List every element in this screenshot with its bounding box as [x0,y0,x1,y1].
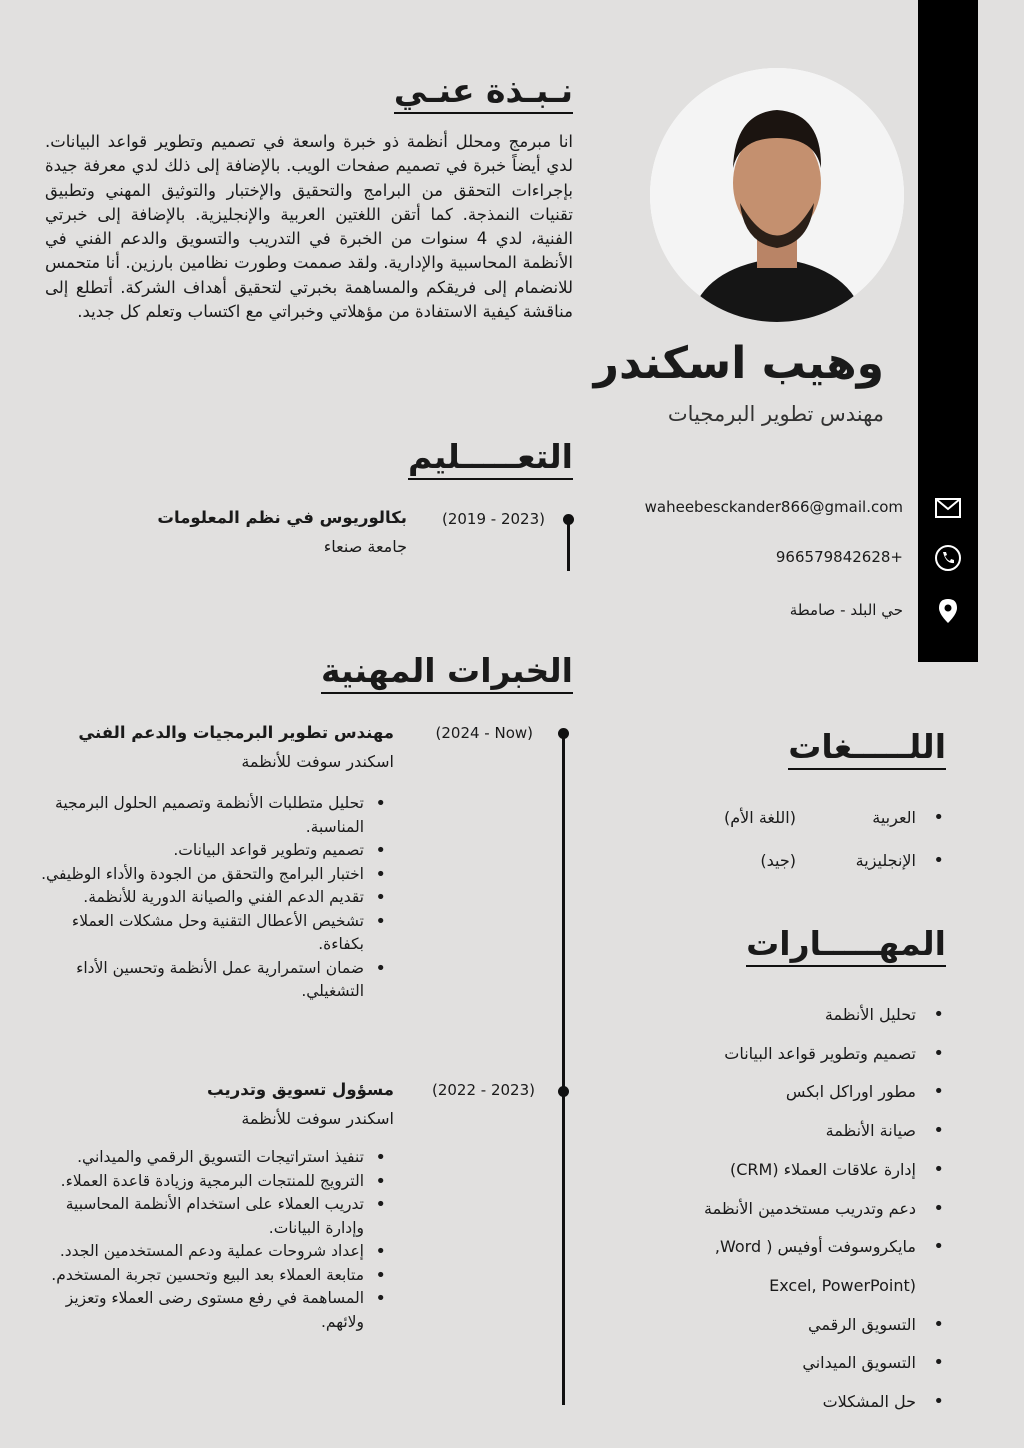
skill-item: • التسويق الرقمي [704,1306,946,1345]
skill-item: • مطور اوراكل ابكس [704,1073,946,1112]
bullet-item: • إعداد شروحات عملية ودعم المستخدمين الجدد. [34,1240,386,1264]
bullet-item: • اختبار البرامج والتحقق من الجودة والأداء الوظيفي. [34,863,386,887]
email-link[interactable]: waheebesckander866@gmail.com [644,498,903,516]
bullet-item: • تقديم الدعم الفني والصيانة الدورية للأنظمة. [34,886,386,910]
location-icon [932,595,964,627]
mail-icon [932,492,964,524]
education-school: جامعة صنعاء [323,537,407,556]
skills-heading: المهـــــارات [746,925,946,967]
experience-role: مهندس تطوير البرمجيات والدعم الفني [78,723,394,742]
address: حي البلد - صامطة [789,601,903,619]
experience-heading: الخبرات المهنية [321,652,573,694]
skills-list [704,996,946,1422]
experience-bullets [34,1146,386,1334]
bullet-item: • المساهمة في رفع مستوى رضى العملاء وتعزيز ولائهم. [34,1287,386,1334]
language-item [676,796,946,839]
timeline-dot [558,1086,569,1097]
timeline-line [562,733,565,1405]
timeline-dot [558,728,569,739]
phone-icon [932,542,964,574]
skill-item: • حل المشكلات [704,1383,946,1422]
skill-item: • مايكروسوفت أوفيس ( Word, [704,1228,946,1267]
experience-role: مسؤول تسويق وتدريب [207,1080,394,1099]
bullet-item: • تشخيص الأعطال التقنية وحل مشكلات العملاء بكفاءة. [34,910,386,957]
profile-name: وهيب اسكندر [593,338,884,389]
about-text: انا مبرمج ومحلل أنظمة ذو خبرة واسعة في تصميم وتطوير قواعد البيانات. لدي أيضاً خبرة في تصميم صفحات الويب. بالإضافة إلى ذلك لدي معرفة جيدة بإجراءات التحقق من البرامج والتحقيق والإختبار والتوثيق المهني وتطبيق تقنيات النمذجة. كما أتقن اللغتين العربية والإنجليزية. بالإضافة إلى خبرتي الفنية، لدي 4 سنوات من الخبرة في التدريب والتسويق والدعم الفني في الأنظمة المحاسبية والإدارية. ولقد صممت وطورت نظامين بارزين. أنا متحمس للانضمام إلى فريقكم والمساهمة بخبرتي لتحقيق أهداف الشركة. أتطلع إلى مناقشة كيفية الاستفادة من مؤهلاتي وخبراتي مع اكتساب وتعلم كل جديد. [45,132,573,322]
language-level: (جيد) [760,851,796,870]
education-heading: التعـــــليم [408,438,573,480]
bullet-item: • الترويج للمنتجات البرمجية وزيادة قاعدة العملاء. [34,1170,386,1194]
skill-item: • إدارة علاقات العملاء (CRM) [704,1151,946,1190]
profile-photo [650,68,904,322]
bullet-item: • متابعة العملاء بعد البيع وتحسين تجربة المستخدم. [34,1264,386,1288]
skill-item-continued: Excel, PowerPoint) [769,1275,916,1295]
language-name: الإنجليزية [855,851,916,870]
skill-item: • التسويق الميداني [704,1344,946,1383]
about-heading: نـبـذة عنـي [394,72,573,114]
languages-list [676,796,946,882]
experience-company: اسكندر سوفت للأنظمة [241,1109,394,1128]
language-item [676,839,946,882]
bullet-item: • تدريب العملاء على استخدام الأنظمة المحاسبية وإدارة البيانات. [34,1193,386,1240]
skill-item: • دعم وتدريب مستخدمين الأنظمة [704,1190,946,1229]
phone-number: +966579842628 [775,548,903,566]
experience-bullets [34,792,386,1004]
experience-date: (2024 - Now) [435,724,533,742]
experience-company: اسكندر سوفت للأنظمة [241,752,394,771]
bullet-item: • تصميم وتطوير قواعد البيانات. [34,839,386,863]
education-date: (2019 - 2023) [441,510,545,528]
skill-item: • صيانة الأنظمة [704,1112,946,1151]
profile-title: مهندس تطوير البرمجيات [667,402,884,426]
timeline-line [567,519,570,571]
skill-item: • تحليل الأنظمة [704,996,946,1035]
bullet-item: • تحليل متطلبات الأنظمة وتصميم الحلول البرمجية المناسبة. [34,792,386,839]
language-name: العربية [872,808,916,827]
language-level: (اللغة الأم) [724,808,796,827]
bullet-item: • تنفيذ استراتيجات التسويق الرقمي والميداني. [34,1146,386,1170]
experience-date: (2022 - 2023) [431,1081,535,1099]
skill-item: • تصميم وتطوير قواعد البيانات [704,1035,946,1074]
bullet-item: • ضمان استمرارية عمل الأنظمة وتحسين الأداء التشغيلي. [34,957,386,1004]
education-degree: بكالوريوس في نظم المعلومات [157,508,407,527]
languages-heading: اللـــــغات [788,728,946,770]
